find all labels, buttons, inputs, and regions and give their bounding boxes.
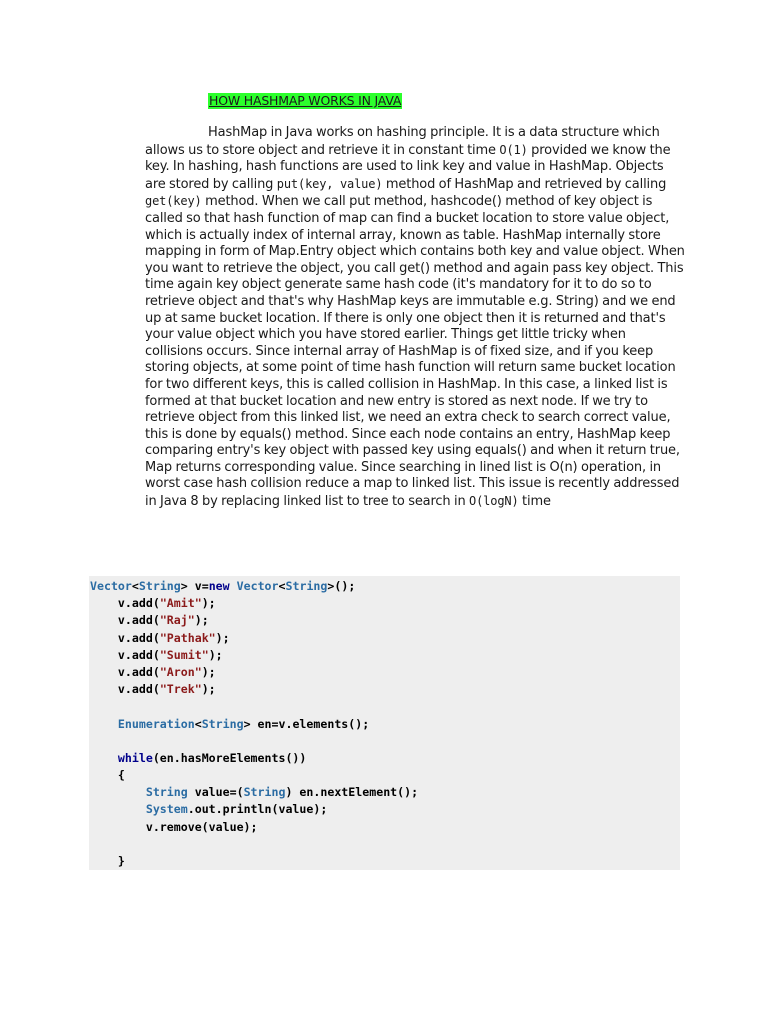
code-token: "Trek" [159, 682, 202, 697]
code-line [90, 836, 680, 853]
code-token: value=( [187, 785, 244, 800]
code-token: "Sumit" [159, 647, 209, 662]
inline-code: O(1) [499, 142, 528, 157]
code-token: .out.println(value); [187, 802, 328, 817]
code-token: ); [208, 647, 223, 662]
code-line [90, 612, 680, 629]
code-token: (en.hasMoreElements()) [152, 750, 307, 765]
code-token: "Amit" [159, 596, 202, 611]
code-line [90, 681, 680, 698]
code-token: > en=v.elements(); [243, 716, 370, 731]
code-token: String [145, 785, 188, 800]
code-line [90, 784, 680, 801]
code-block [89, 576, 680, 870]
code-token: < [131, 579, 139, 593]
code-line [90, 578, 680, 595]
code-token: < [194, 716, 202, 731]
code-line [90, 750, 680, 767]
code-token: ); [201, 664, 216, 679]
inline-code: O(logN) [469, 494, 519, 509]
code-line [90, 664, 680, 681]
code-token [230, 579, 237, 593]
code-line [90, 698, 680, 715]
inline-code: get(key) [145, 194, 202, 209]
code-token: String [138, 579, 181, 593]
code-token [90, 717, 118, 731]
code-token: v.remove(value); [90, 819, 258, 834]
code-token: ); [201, 596, 216, 611]
code-token: >(); [327, 579, 356, 593]
code-token: ); [215, 630, 230, 645]
body-paragraph [145, 125, 685, 511]
code-line [90, 819, 680, 836]
code-token [90, 751, 118, 765]
code-token: "Aron" [159, 664, 202, 679]
code-token: v.add( [90, 647, 160, 662]
code-token: System [145, 802, 188, 817]
code-token: "Pathak" [159, 630, 216, 645]
code-token: } [90, 854, 125, 868]
text-segment: time [518, 494, 551, 510]
code-token: { [90, 768, 125, 783]
code-token: "Raj" [159, 613, 195, 628]
code-line [90, 595, 680, 612]
code-line [90, 716, 680, 733]
code-token: String [285, 579, 328, 593]
code-token: v.add( [90, 664, 160, 679]
code-line [90, 801, 680, 818]
text-segment: method of HashMap and retrieved by calling [382, 176, 667, 192]
code-token [90, 802, 146, 816]
code-token: while [117, 750, 153, 765]
code-line [90, 853, 680, 870]
code-token: > v= [180, 579, 209, 593]
text-segment: method. When we call put method, hashcode() method of key object is called so that hash function of map can find a bucket location to store value object, which is actually index of internal array, known as table. HashMap internally store mapping in form of Map.Entry object which contains both key and value object. When you want to retrieve the object, you call get() method and again pass key object. This time again key object generate same hash code (it's mandatory for it to do so to retrieve object and that's why HashMap keys are immutable e.g. String) and we end up at same bucket location. If there is only one object then it is returned and that's your value object which you have stored earlier. Things get little tricky when collisions occurs. Since internal array of HashMap is of fixed size, and if you keep storing objects, at some point of time hash function will return same bucket location for two different keys, this is called collision in HashMap. In this case, a linked list is formed at that bucket location and new entry is stored as next node. If we try to retrieve object from this linked list, we need an extra check to search correct value, this is done by equals() method. Since each node contains an entry, HashMap keep comparing entry's key object with passed key using equals() and when it return true, Map returns corresponding value. Since searching in lined list is O(n) operation, in worst case hash collision reduce a map to linked list. This issue is recently addressed in Java 8 by replacing linked list to tree to search in [145, 194, 685, 510]
code-line [90, 647, 680, 664]
code-token: ); [201, 682, 216, 697]
code-line [90, 767, 680, 784]
code-token: v.add( [90, 613, 160, 628]
text-segment: HashMap in Java works on hashing principle. It is a data structure which allows us to store object and retrieve it in constant time [145, 125, 660, 158]
code-token: ) en.nextElement(); [285, 785, 419, 800]
code-token [90, 785, 146, 799]
text-segment: provided we know the key. In hashing, hash functions are used to link key and value in HashMap. Objects are stored by calling [145, 142, 671, 192]
code-token: Vector [90, 579, 132, 593]
paragraph-text [145, 125, 685, 511]
code-token: v.add( [90, 682, 160, 697]
code-line [90, 733, 680, 750]
code-token: Enumeration [117, 716, 195, 731]
inline-code: put(key, value) [276, 176, 383, 191]
document-title: HOW HASHMAP WORKS IN JAVA [209, 93, 402, 108]
code-token: Vector [236, 579, 279, 593]
code-token: v.add( [90, 596, 160, 611]
code-token: String [243, 785, 286, 800]
code-token: ); [194, 613, 209, 628]
code-token: < [278, 579, 286, 593]
code-line [90, 630, 680, 647]
code-token: String [201, 716, 244, 731]
code-token: new [208, 579, 230, 593]
code-token: v.add( [90, 630, 160, 645]
